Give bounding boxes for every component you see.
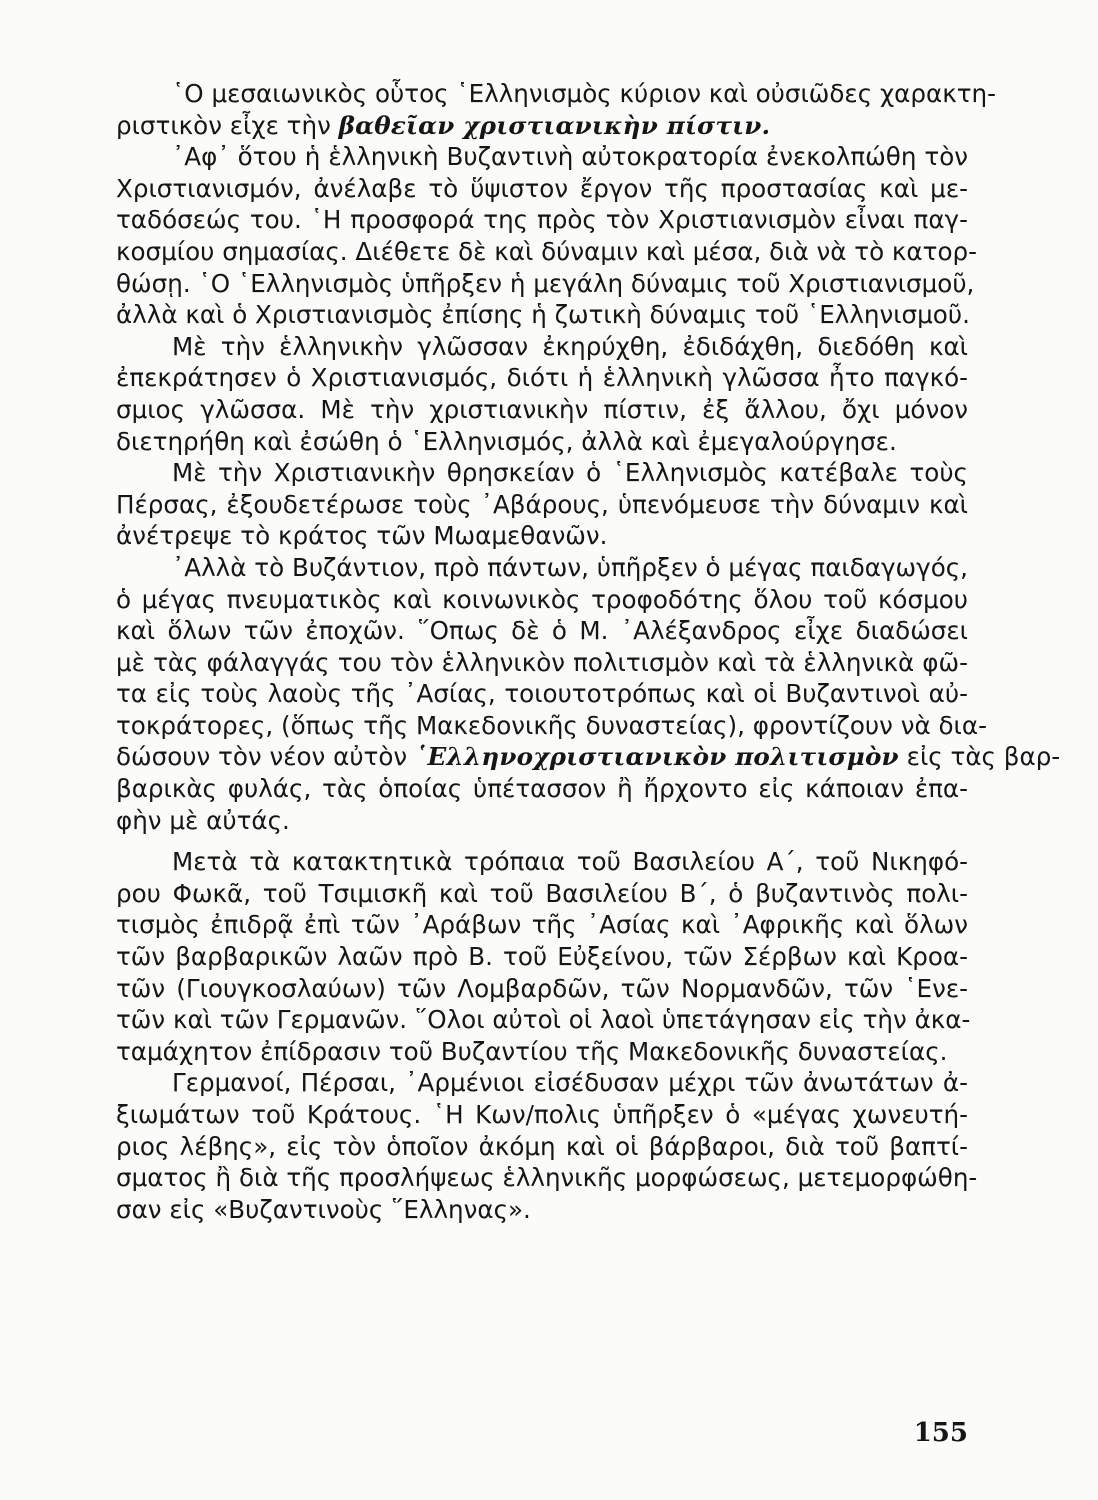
- text-line: σαν εἰς «Βυζαντινοὺς ῞Ελληνας».: [116, 1194, 531, 1224]
- text-line: ξιωμάτων τοῦ Κράτους. ῾Η Κων/πολις ὑπῆρξεν ὁ «μέγας χωνευτή-: [116, 1100, 968, 1129]
- text-line: Χριστιανισμόν, ἀνέλαβε τὸ ὕψιστον ἔργον τῆς προστασίας καὶ με-: [116, 173, 968, 203]
- page-number: 155: [913, 1418, 968, 1448]
- body-text: [116, 78, 1061, 1225]
- text-line: ἀλλὰ καὶ ὁ Χριστιανισμὸς ἐπίσης ἡ ζωτικὴ δύναμις τοῦ ῾Ελληνισμοῦ.: [116, 300, 970, 330]
- text-line: ᾽Αφ᾽ ὅτου ἡ ἑλληνικὴ Βυζαντινὴ αὐτοκρατορία ἐνεκολπώθη τὸν: [172, 142, 968, 172]
- text-line: ριος λέβης», εἰς τὸν ὁποῖον ἀκόμη καὶ οἱ βάρβαροι, διὰ τοῦ βαπτί-: [116, 1131, 968, 1161]
- bold-phrase: ῾Ελληνοχριστιανικὸν πολιτισμὸν: [414, 742, 899, 772]
- text-line: ὁ μέγας πνευματικὸς καὶ κοινωνικὸς τροφοδότης ὅλου τοῦ κόσμου: [116, 584, 968, 614]
- text-line: τοκράτορες, (ὅπως τῆς Μακεδονικῆς δυναστείας), φροντίζουν νὰ δια-: [116, 710, 987, 740]
- text-line: Μετὰ τὰ κατακτητικὰ τρόπαια τοῦ Βασιλείου Α΄, τοῦ Νικηφό-: [172, 847, 968, 877]
- text-line: ῾Ο μεσαιωνικὸς οὗτος ῾Ελληνισμὸς κύριον καὶ οὐσιῶδες χαρακτη-: [172, 79, 996, 108]
- text-line: ᾽Αλλὰ τὸ Βυζάντιον, πρὸ πάντων, ὑπῆρξεν ὁ μέγας παιδαγωγός,: [172, 552, 968, 582]
- text-line: τα εἰς τοὺς λαοὺς τῆς ᾽Ασίας, τοιουτοτρόπως καὶ οἱ Βυζαντινοὶ αὐ-: [116, 679, 968, 709]
- text-line: ταδόσεώς του. ῾Η προσφορά της πρὸς τὸν Χριστιανισμὸν εἶναι παγ-: [116, 205, 968, 235]
- text-line: κοσμίου σημασίας. Διέθετε δὲ καὶ δύναμιν καὶ μέσα, διὰ νὰ τὸ κατορ-: [116, 236, 977, 266]
- text-line: θώσῃ. ῾Ο ῾Ελληνισμὸς ὑπῆρξεν ἡ μεγάλη δύναμις τοῦ Χριστιανισμοῦ,: [116, 268, 975, 298]
- text-line: τῶν βαρβαρικῶν λαῶν πρὸ Β. τοῦ Εὐξείνου, τῶν Σέρβων καὶ Κροα-: [116, 942, 968, 972]
- text-line: Πέρσας, ἐξουδετέρωσε τοὺς ᾽Αβάρους, ὑπενόμευσε τὴν δύναμιν καὶ: [116, 489, 968, 519]
- text-line: σμιος γλῶσσα. Μὲ τὴν χριστιανικὴν πίστιν, ἐξ ἄλλου, ὄχι μόνον: [116, 394, 968, 424]
- text-line: βαρικὰς φυλάς, τὰς ὁποίας ὑπέτασσον ἢ ἤρχοντο εἰς κάποιαν ἐπα-: [116, 774, 968, 804]
- text-line: μὲ τὰς φάλαγγάς του τὸν ἑλληνικὸν πολιτισμὸν καὶ τὰ ἑλληνικὰ φῶ-: [116, 647, 968, 677]
- bold-phrase: βαθεῖαν χριστιανικὴν πίστιν.: [338, 110, 771, 140]
- text-line: ρου Φωκᾶ, τοῦ Τσιμισκῆ καὶ τοῦ Βασιλείου Β΄, ὁ βυζαντινὸς πολι-: [116, 878, 968, 908]
- text-line: διετηρήθη καὶ ἐσώθη ὁ ῾Ελληνισμός, ἀλλὰ καὶ ἐμεγαλούργησε.: [116, 426, 897, 456]
- text-line: τῶν (Γιουγκοσλαύων) τῶν Λομβαρδῶν, τῶν Νορμανδῶν, τῶν ῾Ενε-: [116, 973, 968, 1003]
- text-line: Μὲ τὴν Χριστιανικὴν θρησκείαν ὁ ῾Ελληνισμὸς κατέβαλε τοὺς: [172, 458, 968, 488]
- text-line: Γερμανοί, Πέρσαι, ᾽Αρμένιοι εἰσέδυσαν μέχρι τῶν ἀνωτάτων ἀ-: [172, 1068, 968, 1098]
- text-line: ριστικὸν εἶχε τὴν βαθεῖαν χριστιανικὴν πίστιν.: [116, 110, 771, 140]
- text-line: ἐπεκράτησεν ὁ Χριστιανισμός, διότι ἡ ἑλληνικὴ γλῶσσα ἦτο παγκό-: [116, 363, 968, 393]
- text-line: καὶ ὅλων τῶν ἐποχῶν. ῞Οπως δὲ ὁ Μ. ᾽Αλέξανδρος εἶχε διαδώσει: [116, 616, 968, 646]
- text-line: ταμάχητον ἐπίδρασιν τοῦ Βυζαντίου τῆς Μακεδονικῆς δυναστείας.: [116, 1036, 948, 1066]
- text-line: ἀνέτρεψε τὸ κράτος τῶν Μωαμεθανῶν.: [116, 521, 608, 551]
- text-line: τισμὸς ἐπιδρᾷ ἐπὶ τῶν ᾽Αράβων τῆς ᾽Ασίας καὶ ᾽Αφρικῆς καὶ ὅλων: [116, 910, 968, 940]
- text-line: δώσουν τὸν νέον αὐτὸν ῾Ελληνοχριστιανικὸν πολιτισμὸν εἰς τὰς βαρ-: [116, 742, 1061, 772]
- text-line: φὴν μὲ αὐτάς.: [116, 805, 290, 835]
- text-line: σματος ἢ διὰ τῆς προσλήψεως ἑλληνικῆς μορφώσεως, μετεμορφώθη-: [116, 1163, 978, 1193]
- text-line: Μὲ τὴν ἑλληνικὴν γλῶσσαν ἐκηρύχθη, ἐδιδάχθη, διεδόθη καὶ: [172, 331, 968, 361]
- text-line: τῶν καὶ τῶν Γερμανῶν. ῞Ολοι αὐτοὶ οἱ λαοὶ ὑπετάγησαν εἰς τὴν ἀκα-: [116, 1005, 971, 1035]
